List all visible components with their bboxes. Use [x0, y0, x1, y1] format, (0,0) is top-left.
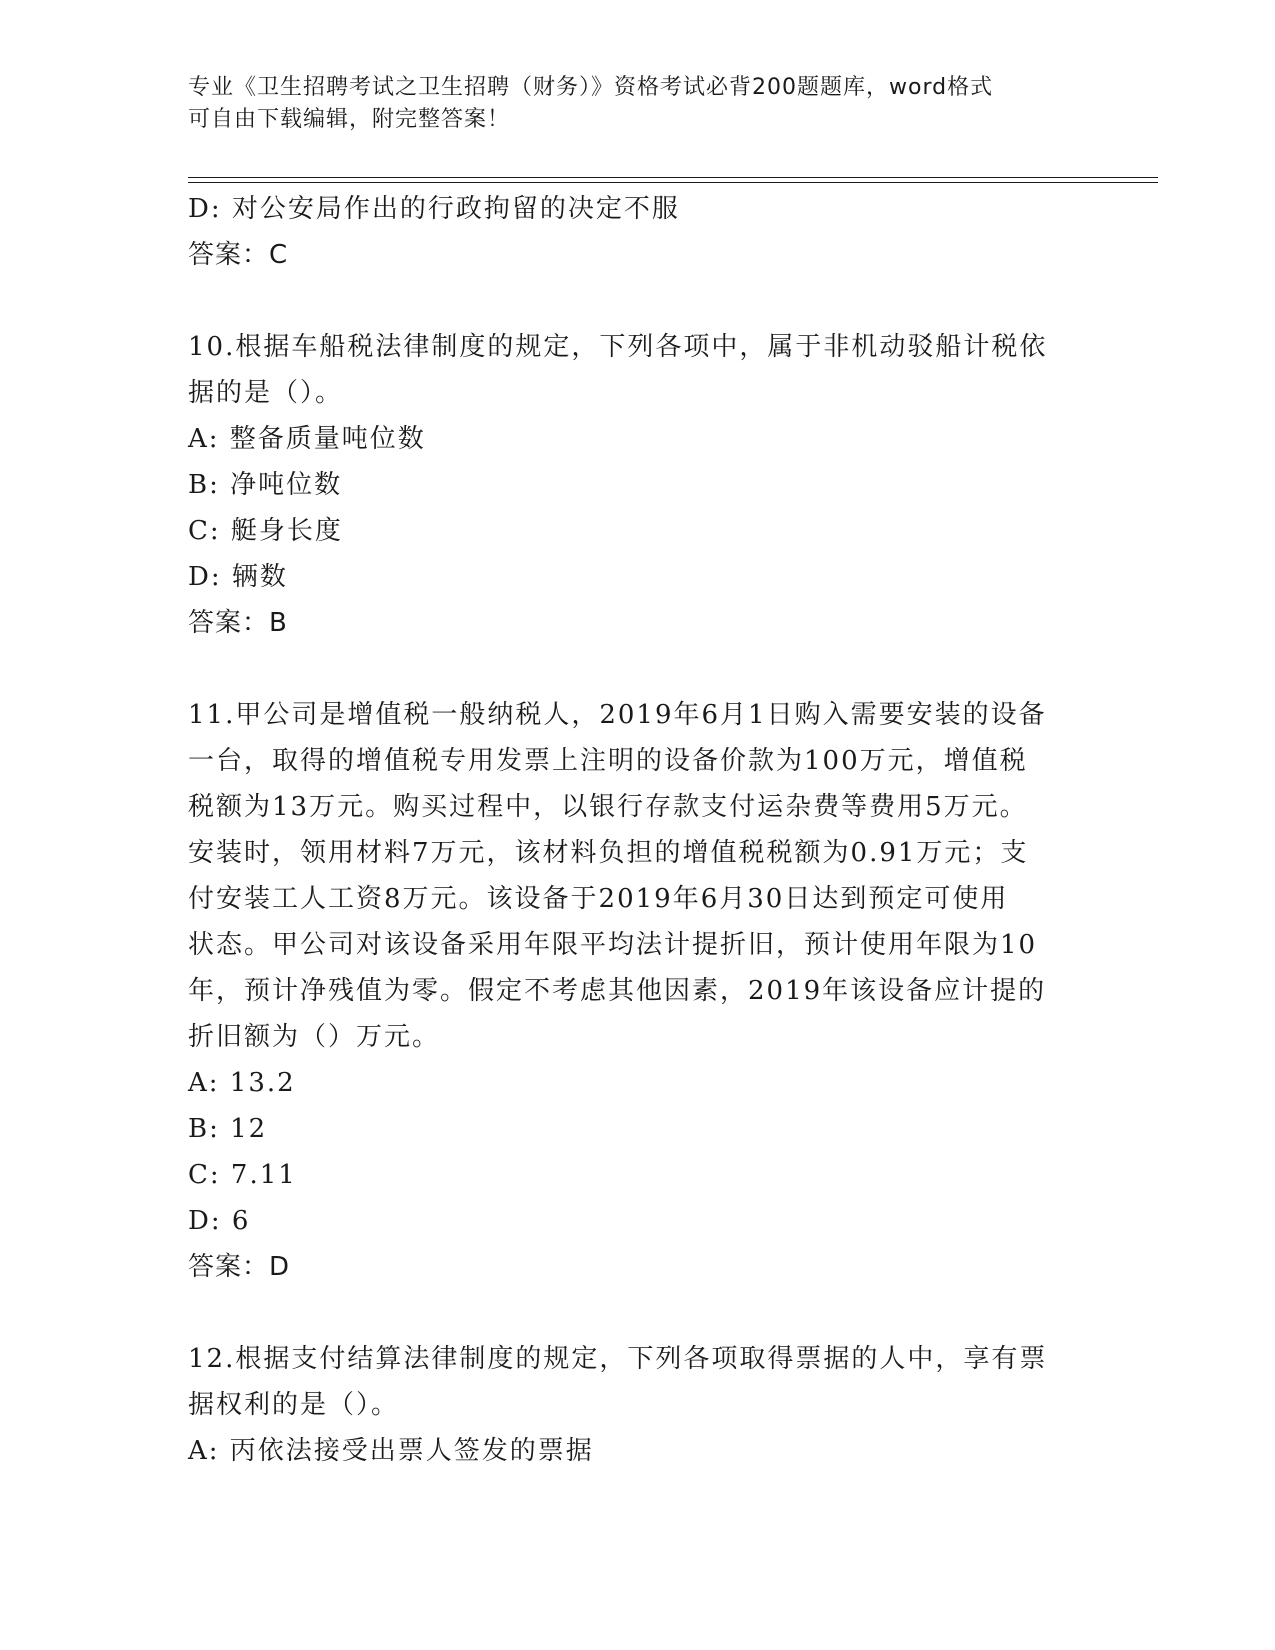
header-line-2: 可自由下载编辑，附完整答案！ — [188, 107, 511, 132]
stem-line: 安装时，领用材料7万元，该材料负担的增值税税额为0.91万元；支 — [188, 838, 1029, 868]
stem-line: 一台，取得的增值税专用发票上注明的设备价款为100万元，增值税 — [188, 746, 1028, 776]
question-10-option-b: B: 净吨位数 — [188, 470, 343, 500]
question-11-answer: 答案：D — [188, 1252, 291, 1282]
spacer — [188, 1290, 1088, 1336]
header-rule-top — [188, 177, 1158, 178]
stem-line: 年，预计净残值为零。假定不考虑其他因素，2019年该设备应计提的 — [188, 976, 1047, 1006]
header-rule-bottom — [188, 182, 1158, 183]
question-11-option-a: A: 13.2 — [188, 1068, 296, 1098]
question-12-stem — [188, 1336, 1088, 1428]
stem-line: 付安装工人工资8万元。该设备于2019年6月30日达到预定可使用 — [188, 884, 1009, 914]
question-10-option-a: A: 整备质量吨位数 — [188, 424, 426, 454]
question-11-option-d: D: 6 — [188, 1206, 251, 1236]
stem-line: 10.根据车船税法律制度的规定，下列各项中，属于非机动驳船计税依 — [188, 332, 1048, 362]
spacer — [188, 646, 1088, 692]
question-10-option-d: D: 辆数 — [188, 562, 288, 592]
question-12-option-a: A: 丙依法接受出票人签发的票据 — [188, 1436, 594, 1466]
question-10-option-c: C: 艇身长度 — [188, 516, 343, 546]
question-11-option-b: B: 12 — [188, 1114, 268, 1144]
stem-line: 12.根据支付结算法律制度的规定，下列各项取得票据的人中，享有票 — [188, 1344, 1048, 1374]
document-header — [188, 72, 1068, 136]
question-10-answer: 答案：B — [188, 608, 288, 638]
stem-line: 据权利的是（）。 — [188, 1390, 400, 1420]
option-d: D: 对公安局作出的行政拘留的决定不服 — [188, 194, 680, 224]
document-body — [188, 186, 1088, 1474]
question-11-option-c: C: 7.11 — [188, 1160, 297, 1190]
stem-line: 折旧额为（）万元。 — [188, 1022, 441, 1052]
stem-line: 据的是（）。 — [188, 378, 344, 408]
header-line-1: 专业《卫生招聘考试之卫生招聘（财务）》资格考试必背200题题库，word格式 — [188, 75, 994, 100]
stem-line: 11.甲公司是增值税一般纳税人，2019年6月1日购入需要安装的设备 — [188, 700, 1047, 730]
stem-line: 税额为13万元。购买过程中，以银行存款支付运杂费等费用5万元。 — [188, 792, 1028, 822]
stem-line: 状态。甲公司对该设备采用年限平均法计提折旧，预计使用年限为10 — [188, 930, 1038, 960]
question-11-stem — [188, 692, 1088, 1060]
spacer — [188, 278, 1088, 324]
question-10-stem — [188, 324, 1088, 416]
answer-line: 答案：C — [188, 240, 289, 270]
